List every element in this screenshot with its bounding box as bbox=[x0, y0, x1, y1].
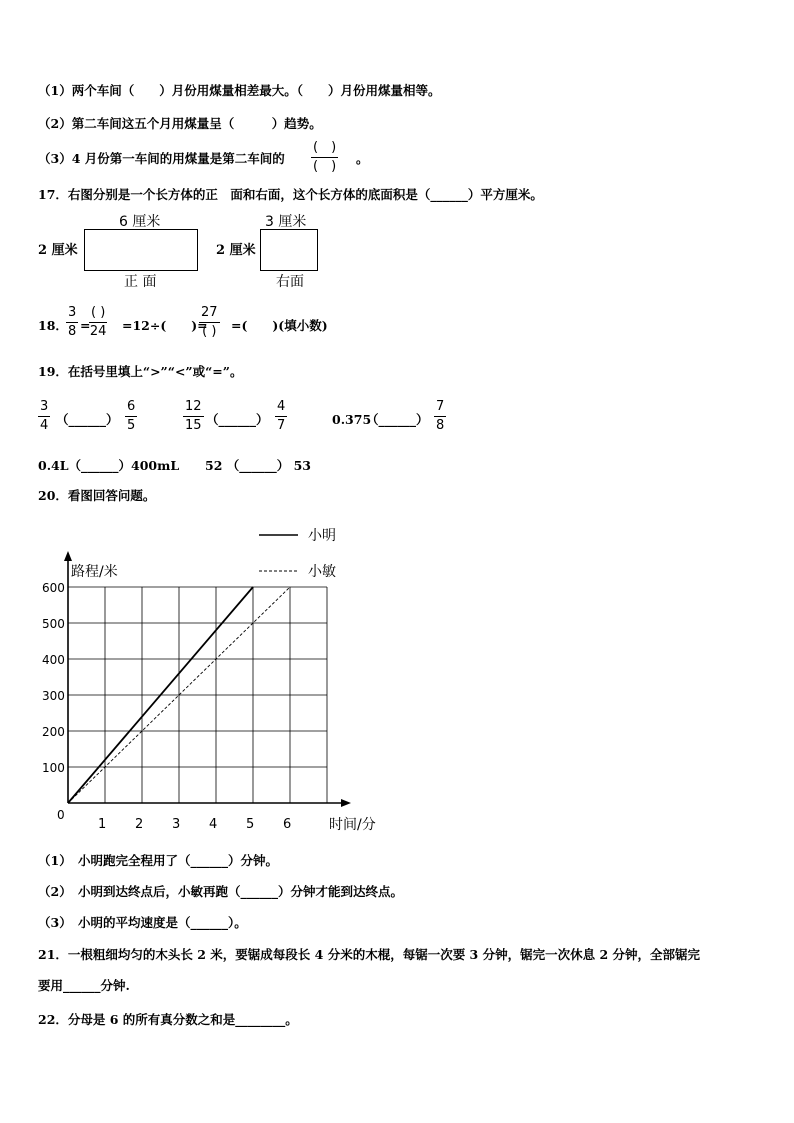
x-tick-label: 3 bbox=[172, 817, 181, 832]
x-tick-label: 5 bbox=[246, 817, 255, 832]
y-tick-label: 400 bbox=[42, 653, 65, 667]
chart-series bbox=[68, 587, 290, 803]
q17-side-top-label: 3 厘米 bbox=[265, 214, 307, 230]
y-axis-label: 路程/米 bbox=[71, 564, 118, 580]
q19-row2-a: 0.4L（______）400mL bbox=[38, 458, 180, 473]
q16-fraction bbox=[311, 141, 338, 174]
q17-front-left-label: 2 厘米 bbox=[38, 243, 78, 258]
x-tick-label: 1 bbox=[98, 817, 107, 832]
q19-c-right-num: 7 bbox=[434, 400, 446, 417]
q16-fraction-num: ( ) bbox=[311, 141, 338, 158]
q22-question: 22．分母是 6 的所有真分数之和是________。 bbox=[38, 1012, 298, 1027]
q21-line-1: 21．一根粗细均匀的木头长 2 米，要锯成每段长 4 分米的木棍，每锯一次要 3 分钟，锯完一次休息 2 分钟，全部锯完 bbox=[38, 947, 701, 962]
q20-sub-3: （3） 小明的平均速度是（______）。 bbox=[38, 915, 247, 930]
q18-fraction-3-den: ( ) bbox=[202, 324, 217, 339]
q18-fraction-3-num: 27 bbox=[199, 306, 220, 323]
q21-line-2: 要用______分钟. bbox=[38, 978, 130, 993]
q19-c-right-den: 8 bbox=[436, 418, 445, 433]
q18-fraction-2-num: ( ) bbox=[89, 306, 107, 323]
q16-line-1: （1）两个车间（ ）月份用煤量相差最大。（ ）月份用煤量相等。 bbox=[38, 83, 441, 98]
q18-tail: =( )(填小数) bbox=[231, 318, 328, 333]
q19-a-right-fraction bbox=[125, 400, 137, 433]
q19-a-left-den: 4 bbox=[40, 418, 49, 433]
x-tick-label: 2 bbox=[135, 817, 144, 832]
origin-label: 0 bbox=[57, 808, 65, 822]
q17-front-bottom-label: 正 面 bbox=[124, 274, 157, 290]
x-tick-label: 6 bbox=[283, 817, 292, 832]
q19-b-blank[interactable]: （______） bbox=[206, 412, 269, 427]
q19-question: 19．在括号里填上“>”“<”或“=”。 bbox=[38, 364, 243, 379]
q18-fraction-2 bbox=[89, 306, 107, 339]
series-line-xiaoming bbox=[68, 587, 253, 803]
y-tick-label: 500 bbox=[42, 617, 65, 631]
q18-fraction-3 bbox=[199, 306, 220, 339]
q19-c-left: 0.375 bbox=[332, 412, 372, 427]
q19-a-blank[interactable]: （______） bbox=[56, 412, 119, 427]
q16-line-3-end: 。 bbox=[356, 151, 369, 166]
chart-grid bbox=[68, 587, 327, 803]
q18-equals-1: = bbox=[80, 318, 91, 333]
q19-b-left-fraction bbox=[183, 400, 204, 433]
q17-question: 17．右图分别是一个长方体的正 面和右面，这个长方体的底面积是（______）平方厘米。 bbox=[38, 187, 543, 202]
q19-a-left-num: 3 bbox=[38, 400, 50, 417]
y-axis-arrow bbox=[64, 551, 72, 561]
chart-legend bbox=[259, 528, 336, 580]
x-axis-arrow bbox=[341, 799, 351, 807]
legend-label: 小敏 bbox=[308, 564, 336, 580]
q19-c-right-fraction bbox=[434, 400, 446, 433]
q19-b-right-den: 7 bbox=[277, 418, 286, 433]
q16-line-3: （3）4 月份第一车间的用煤量是第二车间的 bbox=[38, 151, 285, 166]
q19-b-left-den: 15 bbox=[185, 418, 202, 433]
q16-line-2: （2）第二车间这五个月用煤量呈（ ）趋势。 bbox=[38, 116, 322, 131]
q17-front-top-label: 6 厘米 bbox=[119, 214, 161, 230]
q19-b-right-fraction bbox=[275, 400, 287, 433]
q19-row2-b: 52 （______） 53 bbox=[205, 458, 311, 473]
q18-fraction-1 bbox=[66, 306, 78, 339]
chart-labels bbox=[42, 563, 376, 833]
q17-front-face bbox=[84, 229, 198, 271]
q20-sub-1: （1） 小明跑完全程用了（______）分钟。 bbox=[38, 853, 278, 868]
x-axis-label: 时间/分 bbox=[329, 817, 376, 833]
q19-a-left-fraction bbox=[38, 400, 50, 433]
q18-fraction-1-den: 8 bbox=[68, 324, 77, 339]
q16-fraction-den: ( ) bbox=[313, 159, 337, 174]
y-tick-label: 300 bbox=[42, 689, 65, 703]
chart-axes bbox=[64, 551, 351, 807]
q18-fraction-2-den: 24 bbox=[89, 324, 107, 339]
y-tick-label: 600 bbox=[42, 581, 65, 595]
q20-sub-2: （2） 小明到达终点后，小敏再跑（______）分钟才能到达终点。 bbox=[38, 884, 403, 899]
q18-fraction-1-num: 3 bbox=[66, 306, 78, 323]
q19-c-blank[interactable]: （______） bbox=[366, 412, 429, 427]
q18-middle: =12÷( )= bbox=[122, 318, 208, 333]
q17-side-face bbox=[260, 229, 318, 271]
q19-a-right-num: 6 bbox=[125, 400, 137, 417]
q19-a-right-den: 5 bbox=[127, 418, 136, 433]
y-tick-label: 100 bbox=[42, 761, 65, 775]
q20-question: 20．看图回答问题。 bbox=[38, 488, 156, 503]
y-tick-label: 200 bbox=[42, 725, 65, 739]
series-line-xiaomin bbox=[68, 587, 290, 803]
q17-side-bottom-label: 右面 bbox=[276, 274, 304, 290]
legend-label: 小明 bbox=[308, 528, 336, 544]
q19-b-left-num: 12 bbox=[183, 400, 204, 417]
x-tick-label: 4 bbox=[209, 817, 218, 832]
q18-number: 18． bbox=[38, 318, 68, 333]
q19-b-right-num: 4 bbox=[275, 400, 287, 417]
q17-side-left-label: 2 厘米 bbox=[216, 243, 256, 258]
